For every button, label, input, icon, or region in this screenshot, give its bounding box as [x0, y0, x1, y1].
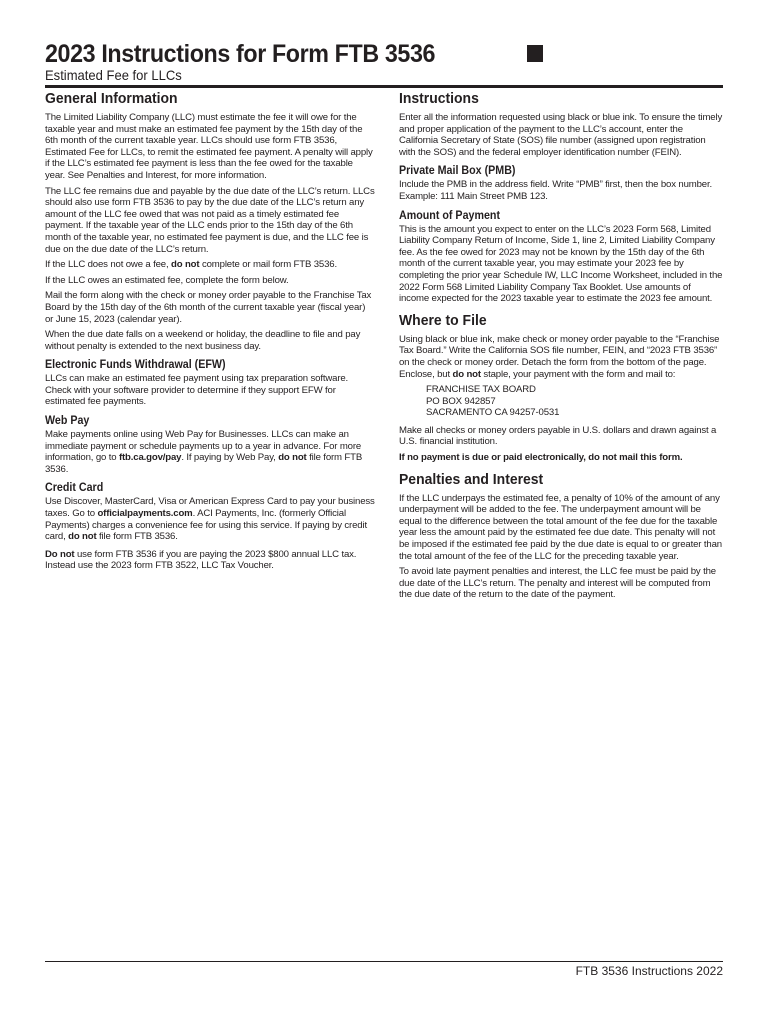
amount-of-payment-heading: Amount of Payment [399, 209, 501, 222]
penalties-paragraph: To avoid late payment penalties and interest, the LLC fee must be paid by the due date of the LLC’s return. The penalty and interest will be computed from the due date of the return to the date of the payment. [399, 566, 716, 601]
general-paragraph: If the LLC owes an estimated fee, complete the form below. [45, 274, 289, 286]
registration-mark [527, 45, 543, 62]
general-information-heading: General Information [45, 90, 178, 107]
efw-paragraph: LLCs can make an estimated fee payment using tax preparation software. Check with your software provider to determine if they support EFW for estimated fee payments. [45, 373, 349, 408]
general-paragraph: The Limited Liability Company (LLC) must estimate the fee it will owe for the taxable year and must make an estimated fee payment by the 15th day of the 6th month of the current taxable year. LLCs should use form FTB 3536, Estimated Fee for LLCs, to remit the estimated fee payment. A penalty will apply if the LLC’s estimated fee payment is less than the fee owed for the taxable year. See Penalties and Interest, for more information. [45, 112, 373, 181]
pmb-paragraph: Include the PMB in the address field. Write “PMB” first, then the box number. Example: 111 Main Street PMB 123. [399, 179, 713, 202]
general-paragraph [45, 259, 375, 271]
where-to-file-section [399, 311, 723, 464]
instructions-section [399, 89, 723, 305]
text-span: complete or mail form FTB 3536. [199, 259, 337, 271]
annual-tax-note [45, 549, 375, 572]
amount-of-payment-paragraph: This is the amount you expect to enter on the LLC’s 2023 Form 568, Limited Liability Company Return of Income, Side 1, line 2, Limited Liability Company fee. As the fee owed for 2023 may not be known by the 15th day of the 6th month of the current taxable year, you may estimate your 2023 fee by completing the prior year Schedule IW, LLC Income Worksheet, included in the 2022 Form 568 Limited Liability Company Tax Booklet. Use amounts of income expected for the 2023 taxable year to estimate the 2023 fee amount. [399, 223, 723, 305]
efw-section [45, 358, 375, 408]
penalties-section [399, 470, 723, 601]
ftb-pay-link[interactable]: ftb.ca.gov/pay [118, 452, 182, 464]
page-subtitle: Estimated Fee for LLCs [45, 67, 182, 83]
text-span: . ACI Payments, Inc. (formerly Official Payments) charges a convenience fee for using this service. If paying by credit card, [45, 508, 367, 543]
no-payment-note [399, 452, 723, 464]
page-title: 2023 Instructions for Form FTB 3536 [45, 40, 436, 68]
penalties-heading: Penalties and Interest [399, 470, 544, 488]
emphasis-text: do not [171, 259, 200, 271]
header-rule [45, 85, 723, 88]
web-pay-heading: Web Pay [45, 415, 90, 428]
instructions-heading: Instructions [399, 90, 479, 107]
general-information-section [45, 89, 375, 352]
efw-heading: Electronic Funds Withdrawal (EFW) [45, 359, 226, 372]
emphasis-text: do not [452, 368, 481, 380]
text-span: file form FTB 3536. [45, 452, 363, 475]
mailing-address [426, 384, 723, 419]
emphasis-text: Do not [45, 548, 75, 560]
official-payments-link[interactable]: officialpayments.com [97, 508, 193, 520]
instructions-paragraph: Enter all the information requested using black or blue ink. To ensure the timely and proper application of the payment to the LLC’s account, enter the California Secretary of State (SOS) file number (assigned upon registration with the SOS) and the federal employer identification number (FEIN). [399, 112, 723, 158]
general-paragraph: When the due date falls on a weekend or holiday, the deadline to file and pay without penalty is extended to the next business day. [45, 329, 361, 352]
right-column [399, 89, 723, 607]
left-column [45, 89, 375, 576]
credit-card-heading: Credit Card [45, 482, 104, 495]
text-span: Use Discover, MasterCard, Visa or American Express Card to pay your business taxes. Go to [45, 496, 375, 520]
footer-label: FTB 3536 Instructions 2022 [575, 964, 723, 978]
where-to-file-paragraph [399, 334, 723, 380]
text-span: If the LLC does not owe a fee, [45, 259, 172, 271]
address-line: FRANCHISE TAX BOARD [426, 384, 536, 396]
emphasis-text: do not [278, 452, 307, 464]
text-span: Using black or blue ink, make check or money order payable to the “Franchise Tax Board.” Write the California SOS file number, FEIN, and “2023 FTB 3536” on the check or money order. Detach the form from the bottom of the page. Enclose, but [399, 333, 720, 380]
text-span: . If paying by Web Pay, [181, 452, 279, 464]
text-span: file form FTB 3536. [96, 531, 178, 543]
credit-card-paragraph [45, 496, 375, 542]
emphasis-text: do not [68, 531, 97, 543]
general-paragraph: The LLC fee remains due and payable by the due date of the LLC’s return. LLCs should also use form FTB 3536 to pay by the due date of the LLC’s return any amount of the LLC fee owed that was not paid as a timely estimated fee payment. If the taxable year of the LLC ends prior to the 15th day of the 6th month of the taxable year, no estimated fee payment is due, and the LLC fee is due on the due date of the LLC’s return. [45, 185, 375, 255]
web-pay-section [45, 414, 375, 475]
address-line: PO BOX 942857 [426, 395, 496, 407]
web-pay-paragraph [45, 429, 375, 475]
where-to-file-heading: Where to File [399, 311, 487, 329]
text-span: use form FTB 3536 if you are paying the 2023 $800 annual LLC tax. Instead use the 2023 form FTB 3522, LLC Tax Voucher. [45, 548, 357, 572]
footer-rule [45, 961, 723, 962]
emphasis-text: If no payment is due or paid electronically, do not mail this form. [399, 452, 683, 464]
penalties-paragraph: If the LLC underpays the estimated fee, a penalty of 10% of the amount of any underpayment will be added to the fee. The underpayment amount will be equal to the difference between the total amount of the fee due for the taxable year less the amount paid by the estimated fee due date. This penalty will not be imposed if the estimated fee paid by the due date is equal to or greater than the total amount of the fee of the LLC for the preceding taxable year. [399, 492, 722, 562]
credit-card-section [45, 481, 375, 542]
address-line: SACRAMENTO CA 94257-0531 [426, 407, 560, 419]
text-span: staple, your payment with the form and mail to: [480, 368, 676, 380]
pmb-heading: Private Mail Box (PMB) [399, 165, 516, 178]
text-span: Make payments online using Web Pay for Businesses. LLCs can make an immediate payment or schedule payments up to a year in advance. For more information, go to [45, 429, 362, 464]
currency-note: Make all checks or money orders payable in U.S. dollars and drawn against a U.S. financial institution. [399, 424, 717, 448]
general-paragraph: Mail the form along with the check or money order payable to the Franchise Tax Board by the 15th day of the 6th month of the current taxable year (fiscal year) or June 15, 2023 (calendar year). [45, 290, 372, 325]
